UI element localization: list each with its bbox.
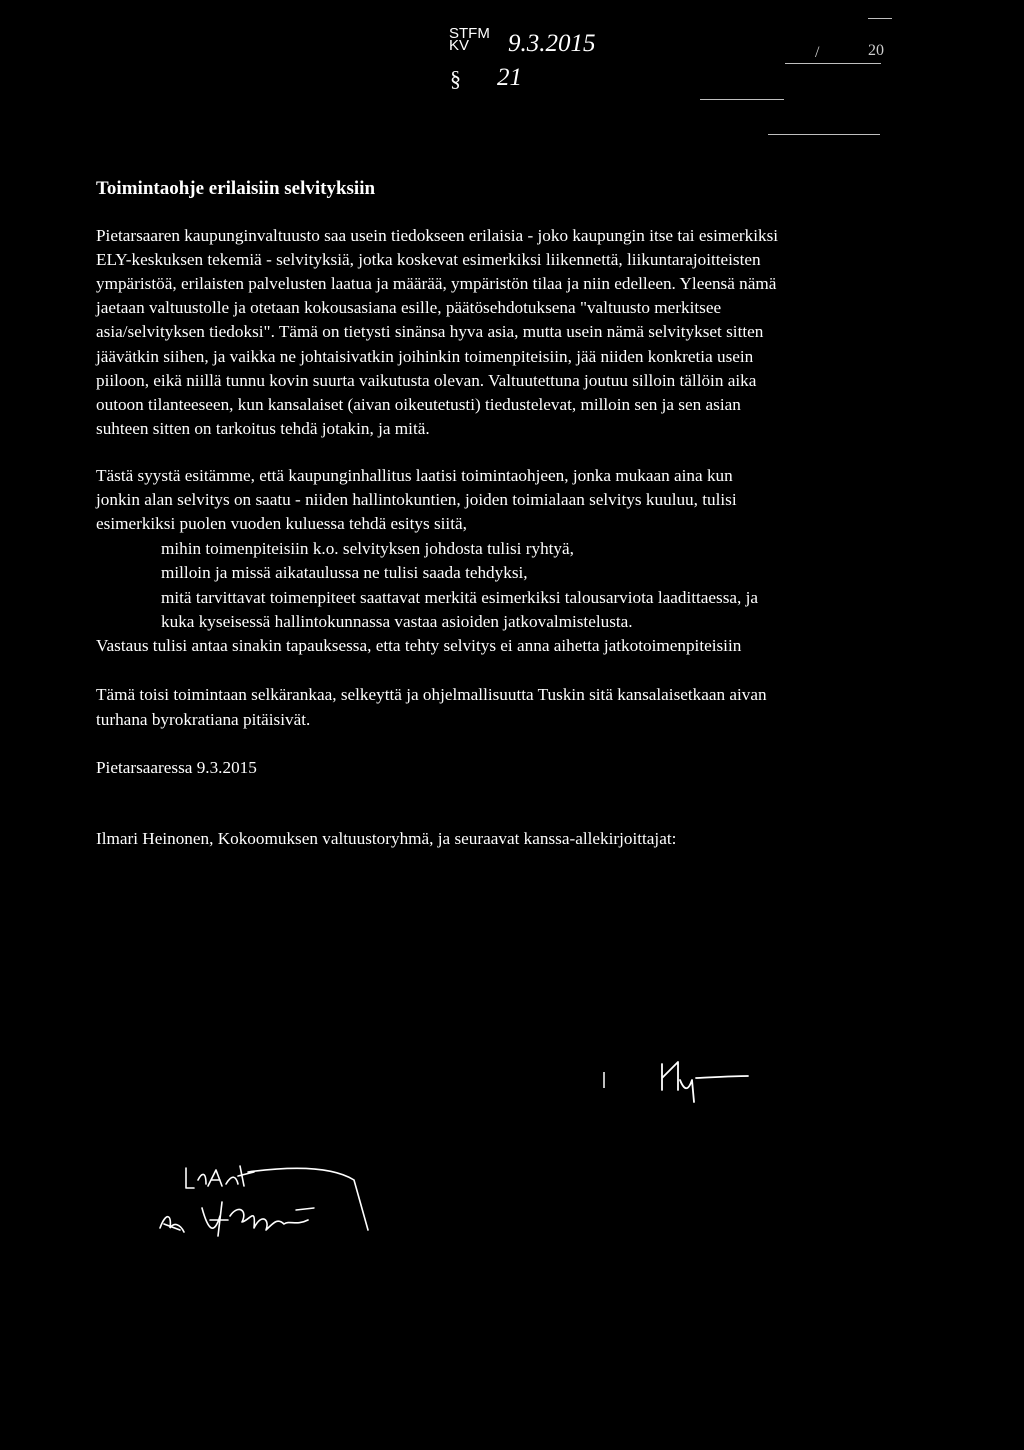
stamp-slash: /: [815, 44, 820, 61]
body-line: Vastaus tulisi antaa sinakin tapauksessa, etta tehty selvitys ei anna aihetta jatkotoimenpiteisiin: [96, 636, 742, 655]
list-item: mihin toimenpiteisiin k.o. selvityksen johdosta tulisi ryhtyä,: [161, 539, 574, 558]
stamp-underline-2: [700, 99, 784, 100]
list-item: kuka kyseisessä hallintokunnassa vastaa asioiden jatkovalmistelusta.: [161, 612, 633, 631]
handwritten-signature-2: [158, 1150, 378, 1250]
body-line: suhteen sitten on tarkoitus tehdä jotakin, ja mitä.: [96, 419, 430, 438]
list-item: milloin ja missä aikataulussa ne tulisi saada tehdyksi,: [161, 563, 528, 582]
body-line: jäävätkin siihen, ja vaikka ne johtaisivatkin joihinkin toimenpiteisiin, jää niiden konkretia usein: [96, 347, 754, 366]
body-line: asia/selvityksen tiedoksi". Tämä on tietysti sinänsa hyva asia, mutta usein nämä selvitykset sitten: [96, 322, 764, 341]
stamp-code-top: STFM: [449, 25, 490, 42]
stamp-border-top: [868, 18, 892, 19]
list-item: mitä tarvittavat toimenpiteet saattavat merkitä esimerkiksi talousarviota laadittaessa, ja: [161, 588, 759, 607]
stamp-date: 9.3.2015: [508, 30, 596, 57]
body-line: Pietarsaaren kaupunginvaltuusto saa usein tiedokseen erilaisia - joko kaupungin itse tai esimerkiksi: [96, 226, 779, 245]
stamp-paragraph-number: 21: [497, 64, 522, 91]
stamp-underline-1: [785, 63, 881, 64]
body-line: ELY-keskuksen tekemiä - selvityksiä, jotka koskevat esimerkiksi liikennettä, liikuntarajoitteisten: [96, 250, 761, 269]
document-title: Toimintaohje erilaisiin selvityksiin: [96, 178, 376, 199]
body-line: piiloon, eikä niillä tunnu kovin suurta vaikutusta olevan. Valtuutettuna joutuu silloin tällöin aika: [96, 371, 757, 390]
body-line: Tästä syystä esitämme, että kaupunginhallitus laatisi toimintaohjeen, jonka mukaan aina kun: [96, 466, 733, 485]
body-line: Tämä toisi toimintaan selkärankaa, selkeyttä ja ohjelmallisuutta Tuskin sitä kansalaisetkaan aivan: [96, 685, 767, 704]
body-line: esimerkiksi puolen vuoden kuluessa tehdä esitys siitä,: [96, 514, 467, 533]
body-line: ympäristöä, erilaisten palvelusten laatua ja määrää, ympäristön tilaa ja niin edelleen. Yleensä nämä: [96, 274, 777, 293]
stamp-underline-3: [768, 134, 880, 135]
body-line: turhana byrokratiana pitäisivät.: [96, 710, 311, 729]
stamp-paragraph-sign: §: [450, 66, 461, 91]
place-date: Pietarsaaressa 9.3.2015: [96, 758, 257, 777]
stamp-page-mark: 20: [868, 42, 884, 59]
body-line: jonkin alan selvitys on saatu - niiden hallintokuntien, joiden toimialaan selvitys kuuluu, tulisi: [96, 490, 737, 509]
body-line: outoon tilanteeseen, kun kansalaiset (aivan oikeutetusti) tiedustelevat, milloin sen ja sen asian: [96, 395, 741, 414]
signatory-line: Ilmari Heinonen, Kokoomuksen valtuustoryhmä, ja seuraavat kanssa-allekirjoittajat:: [96, 829, 677, 848]
handwritten-signature-1: [596, 1050, 756, 1110]
body-line: jaetaan valtuustolle ja otetaan kokousasiana esille, päätösehdotuksena "valtuusto merkitsee: [96, 298, 722, 317]
stamp-code: [449, 25, 490, 54]
stamp-code-bottom: KV: [449, 37, 470, 54]
